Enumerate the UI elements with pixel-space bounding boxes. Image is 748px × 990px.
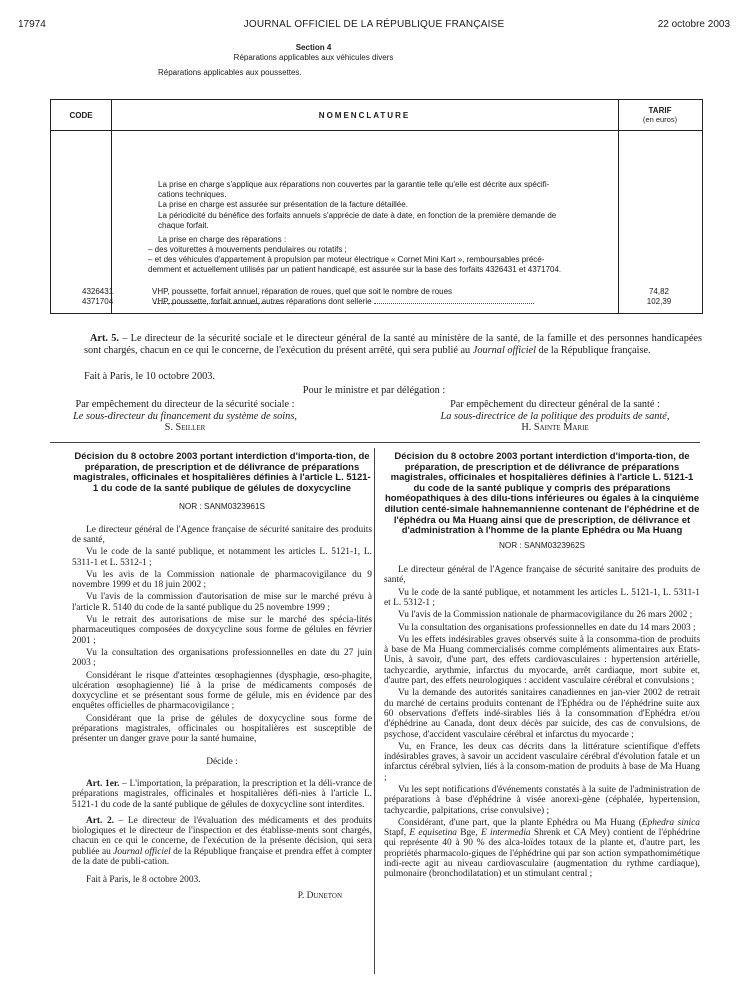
- tarif-unit: (en euros): [642, 115, 678, 124]
- fait-a-paris-8: Fait à Paris, le 8 octobre 2003.: [86, 875, 201, 886]
- table-paragraph: La prise en charge est assurée sur présentation de la facture détaillée.: [158, 200, 408, 209]
- row-tarif: 102,39: [646, 297, 672, 306]
- delegation-line: Pour le ministre et par délégation :: [302, 385, 446, 396]
- signatory-name: P. Duneton: [297, 890, 342, 901]
- row-label: VHP, poussette, forfait annuel, autres réparations dont sellerie: [152, 297, 562, 307]
- article-5: Art. 5. – Le directeur de la sécurité sociale et le directeur général de la santé au ministère de la santé, de la famille et des personnes handicapées sont chargés, chacun en ce qui le concerne, de l'exécution du présent arrêté, qui sera publié au Journal officiel de la République française.: [84, 333, 702, 356]
- signature-left: Par empêchement du directeur de la sécurité sociale : Le sous-directeur du financement du système de soins, S. Seiller: [50, 399, 320, 434]
- page-number: 17974: [18, 19, 46, 30]
- table-paragraph: – des voiturettes à mouvements pendulaires ou rotatifs ;: [148, 245, 347, 254]
- publication-date: 22 octobre 2003: [657, 19, 730, 30]
- signatory-name: H. Sainte Marie: [521, 422, 589, 434]
- journal-title: JOURNAL OFFICIEL DE LA RÉPUBLIQUE FRANÇAISE: [243, 19, 505, 30]
- decide-heading: Décide :: [206, 756, 238, 767]
- tarif-label: TARIF: [648, 106, 672, 115]
- row-label: VHP, poussette, forfait annuel, réparation de roues, quel que soit le nombre de roues: [152, 287, 562, 307]
- decision-title: Décision du 8 octobre 2003 portant interdiction d'importa-tion, de préparation, de prescription et de délivrance de préparations magistrales, officinales et hospitalières définies à l'article L. 5121-1 du code de la santé publique y compris des préparations homéopathiques à des dilu-tions inférieures ou égales à la cinquième dilution centé-simale hahnemannienne contenant de l'éphédrine et de l'éphédra ou Ma Huang ainsi que de prescription, de délivrance et d'administration à l'homme de la plante Ephédra ou Ma Huang: [384, 451, 700, 537]
- section-divider: [50, 442, 700, 443]
- decision-ephedra: Décision du 8 octobre 2003 portant interdiction d'importa-tion, de préparation, de prescription et de délivrance de préparations magistrales, officinales et hospitalières définies à l'article L. 5121-1 du code de la santé publique y compris des préparations homéopathiques à des dilu-tions inférieures ou égales à la cinquième dilution centé-simale hahnemannienne contenant de l'éphédrine et de l'éphédra ou Ma Huang ainsi que de prescription, de délivrance et d'administration à l'homme de la plante Ephédra ou Ma Huang NOR : SANM0323962S Le directeur général de l'Agence française de sécurité sanitaire des produits de santé, Vu le code de la santé publique, et notamment les articles L. 5121-1, L. 5311-1 et L. 5312-1 ; Vu l'avis de la Commission nationale de pharmacovigilance du 26 mars 2002 ; Vu la consultation des organisations professionnelles en date du 14 mars 2003 ; Vu les effets indésirables graves observés suite à la consomma-tion de produits à base de Ma Huang commercialisés comme compléments alimentaires aux Etats-Unis, à savoir, d'une part, des effets cardiovasculaires : hypertension artérielle, tachycardie, arythmie, infarctus du myocarde, arrêt cardiaque, mort subite et, d'autre part, des effets neurologiques : accident vasculaire cérébral et convulsions ; Vu la demande des autorités sanitaires canadiennes en jan-vier 2002 de retrait du marché de certains produits contenant de l'Ephédra ou de l'éphédrine suite aux 60 observations d'effets indé-sirables liés à la consommation d'Ephédra et/ou d'éphédrine au Canada, dont deux décès par suicide, des cas de convulsions, de psychose, d'accident vasculaire cérébral et infarctus du myocarde ; Vu, en France, les deux cas décrits dans la littérature scientifique d'effets indésirables graves, à savoir un accident vasculaire cérébral d'évolution fatale et un infarctus cérébral sylvien, liés à la consom-mation de produits à base de Ma Huang ; Vu les sept notifications d'événements constatés à la suite de l'administration de préparations à base d'éphédrine à visée anorexi-gène (céphalée, hypertension, tachycardie, palpitations, crise convulsive) ; Considérant, d'une part, que la plante Ephédra ou Ma Huang (Ephedra sinica Stapf, E equisetina Bge, E intermedia Shrenk et CA Mey) contient de l'éphédrine qui représente 40 à 90 % des alca-loïdes totaux de la plante et, d'autre part, les propriétés pharmacolo-giques de l'éphédrine qui par son action sympathomimétique indi-recte agit au niveau cardiovasculaire (augmentation du rythme cardiaque), pulmonaire (bronchodilatation) et un stimulant central ;: [384, 451, 700, 880]
- table-paragraph: Réparations applicables aux poussettes.: [158, 68, 302, 77]
- nor-reference: NOR : SANM0323962S: [498, 540, 585, 550]
- table-paragraph: – et des véhicules d'appartement à propulsion par moteur électrique « Cornet Mini Kart », remboursables précé-demment et actuellement utilisés par un patient handicapé, est assurée sur la base des forfaits 4326431 et 4371704.: [148, 255, 562, 274]
- considerant-ephedra: Considérant, d'une part, que la plante Ephédra ou Ma Huang (Ephedra sinica Stapf, E equisetina Bge, E intermedia Shrenk et CA Mey) contient de l'éphédrine qui représente 40 à 90 % des alca-loïdes totaux de la plante et, d'autre part, les propriétés pharmacolo-giques de l'éphédrine qui par son action sympathomimétique indi-recte agit au niveau cardiovasculaire (augmentation du rythme cardiaque), pulmonaire (bronchodilatation) et un stimulant central ;: [384, 817, 700, 880]
- column-header-nomenclature: NOMENCLATURE: [318, 110, 411, 120]
- signature-right: Par empêchement du directeur général de la santé : La sous-directrice de la politique des produits de santé, H. Sainte Marie: [405, 399, 705, 434]
- row-tarif: 74,82: [648, 287, 670, 296]
- article-5-label: Art. 5.: [90, 333, 119, 344]
- section-title: Section 4: [295, 43, 332, 52]
- page-header: [18, 19, 730, 33]
- table-paragraph: La périodicité du bénéfice des forfaits annuels s'apprécie de date à date, en fonction de la première demande de chaque forfait.: [158, 211, 557, 230]
- column-header-tarif: [618, 100, 702, 130]
- column-divider: [374, 448, 375, 974]
- row-code: 4371704: [82, 297, 114, 306]
- article-2: Art. 2. – Le directeur de l'évaluation des médicaments et des produits biologiques et le directeur de l'inspection et des établisse-ments sont chargés, chacun en ce qui le concerne, de l'exécution de la présente décision, qui sera publiée au Journal officiel de la République française et prendra effet à compter de la date de publi-cation.: [72, 815, 373, 867]
- row-code: 4326431: [82, 287, 114, 296]
- decision-title: Décision du 8 octobre 2003 portant interdiction d'importa-tion, de préparation, de prescription et de délivrance de préparations magistrales, officinales et hospitalières définies à l'article L. 5121-1 du code de la santé publique de gélules de doxycycline: [73, 451, 371, 494]
- article-1: Art. 1er. – L'importation, la préparation, la prescription et la déli-vrance de préparations magistrales, officinales et hospitalières défi-nies à l'article L. 5121-1 du code de la santé publique de gélules de doxycycline sont interdites.: [72, 778, 372, 810]
- column-header-code: CODE: [69, 110, 93, 120]
- table-paragraph: La prise en charge s'applique aux réparations non couvertes par la garantie telle qu'elle est décrite aux spécifi-cations techniques.: [158, 180, 550, 199]
- signatory-name: S. Seiller: [164, 422, 206, 434]
- section-subtitle: Réparations applicables aux véhicules divers: [233, 53, 394, 62]
- nor-reference: NOR : SANM0323961S: [178, 502, 265, 512]
- fait-a-paris-10: Fait à Paris, le 10 octobre 2003.: [84, 371, 215, 382]
- table-paragraph: La prise en charge des réparations :: [158, 235, 287, 244]
- decision-doxycycline: Décision du 8 octobre 2003 portant interdiction d'importa-tion, de préparation, de prescription et de délivrance de préparations magistrales, officinales et hospitalières définies à l'article L. 5121-1 du code de la santé publique de gélules de doxycycline NOR : SANM0323961S Le directeur général de l'Agence française de sécurité sanitaire des produits de santé, Vu le code de la santé publique, et notamment les articles L. 5121-1, L. 5311-1 et L. 5312-1 ; Vu les avis de la Commission nationale de pharmacovigilance du 9 novembre 1999 et du 18 juin 2002 ; Vu l'avis de la commission d'autorisation de mise sur le marché prévu à l'article R. 5140 du code de la santé publique du 25 novembre 1999 ; Vu le retrait des autorisations de mise sur le marché des spécia-lités pharmaceutiques composées de doxycycline sous forme de gélules en février 2001 ; Vu la consultation des organisations professionnelles en date du 27 juin 2003 ; Considérant le risque d'atteintes œsophagiennes (dysphagie, œso-phagite, ulcération œsophagienne) lié à la prise de médicaments composés de doxycycline et se présentant sous forme de gélule, mis en évidence par des enquêtes officielles de pharmacovigilance ; Considérant que la prise de gélules de doxycycline sous forme de préparations magistrales, officinales ou hospitalières est susceptible de présenter un danger grave pour la santé humaine, Décide : Art. 1er. – L'importation, la préparation, la prescription et la déli-vrance de préparations magistrales, officinales et hospitalières défi-nies à l'article L. 5121-1 du code de la santé publique de gélules de doxycycline sont interdites. Art. 2. – Le directeur de l'évaluation des médicaments et des produits biologiques et le directeur de l'inspection et des établisse-ments sont chargés, chacun en ce qui le concerne, de l'exécution de la présente décision, qui sera publiée au Journal officiel de la République française et prendra effet à compter de la date de publi-cation. Fait à Paris, le 8 octobre 2003. P. Duneton: [72, 451, 373, 901]
